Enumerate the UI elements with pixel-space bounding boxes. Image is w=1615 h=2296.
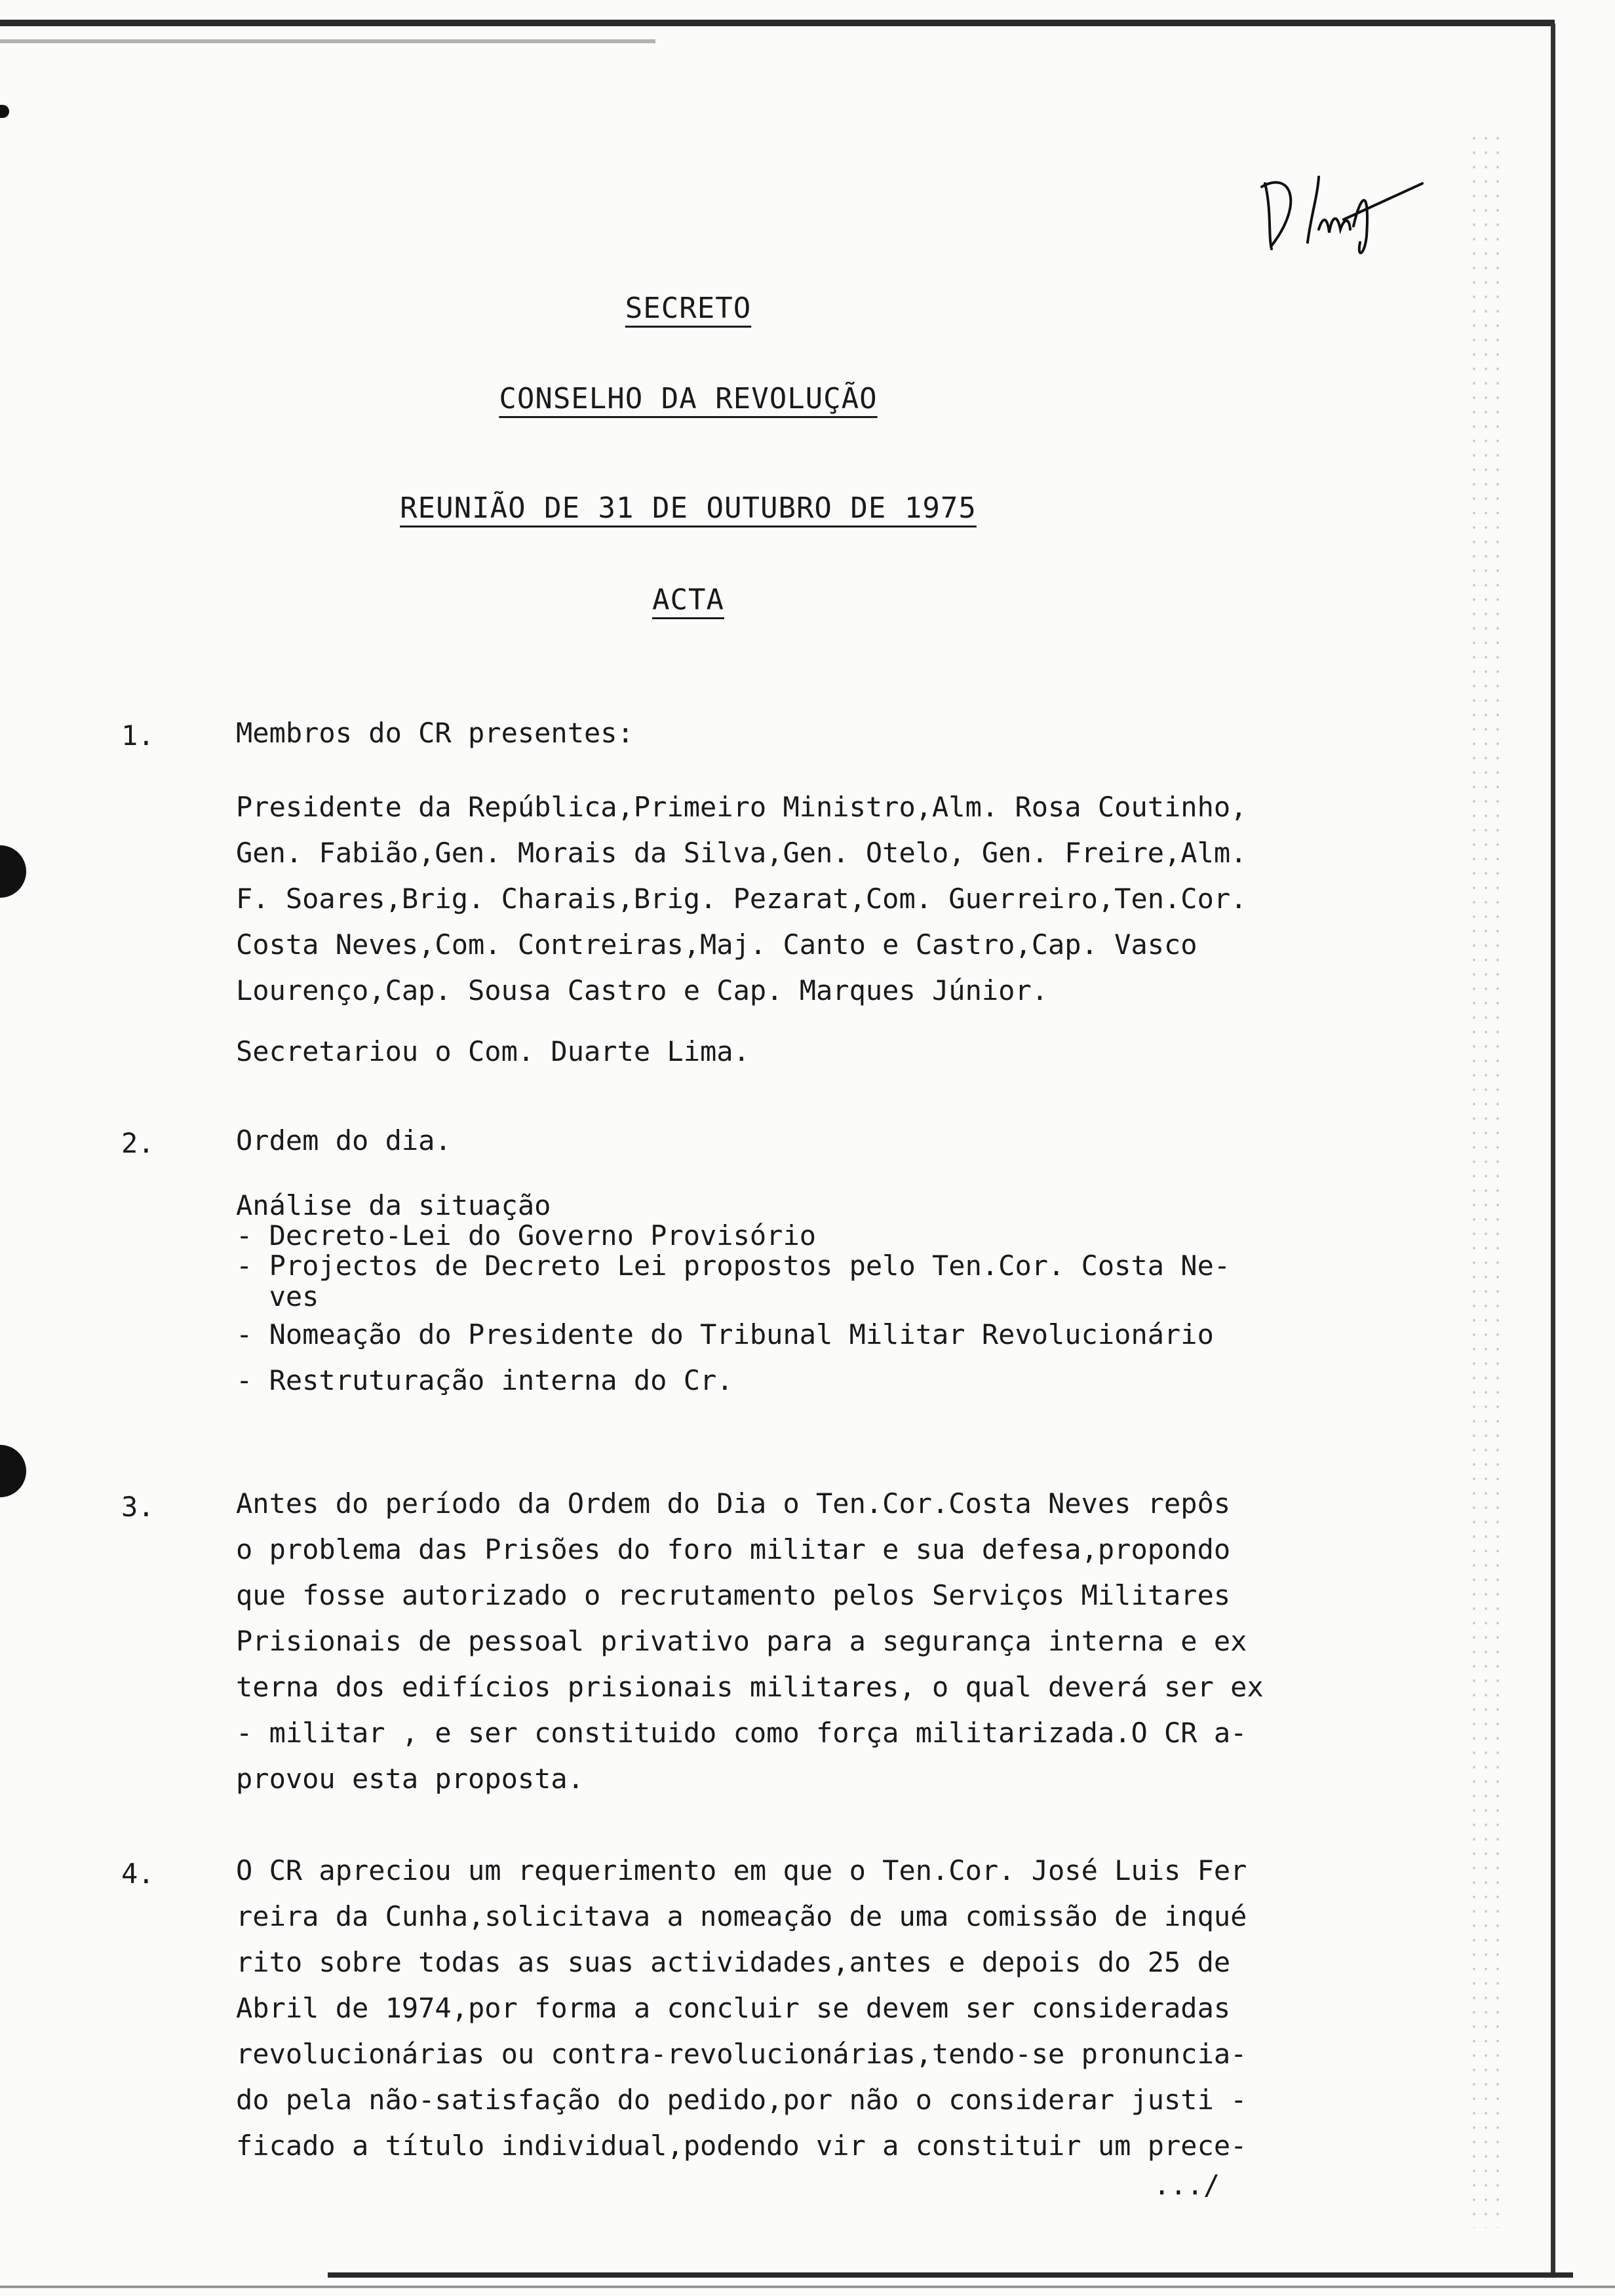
text-line: O CR apreciou um requerimento em que o Ten.Cor. José Luis Fer [236, 1854, 1247, 1886]
text-line: Presidente da República,Primeiro Ministro,Alm. Rosa Coutinho, [236, 791, 1247, 823]
secretary-line: Secretariou o Com. Duarte Lima. [236, 1035, 750, 1067]
text-line: Prisionais de pessoal privativo para a segurança interna e ex [236, 1625, 1247, 1657]
handwritten-signature [1245, 164, 1442, 262]
text-line: Abril de 1974,por forma a concluir se devem ser consideradas [236, 1992, 1231, 2024]
text-line: - militar , e ser constituido como força militarizada.O CR a- [236, 1717, 1247, 1749]
item-paragraph [236, 1848, 1390, 2169]
text-line: o problema das Prisões do foro militar e sua defesa,propondo [236, 1533, 1231, 1565]
text-line: reira da Cunha,solicitava a nomeação de uma comissão de inqué [236, 1900, 1247, 1932]
text-line: Lourenço,Cap. Sousa Castro e Cap. Marques Júnior. [236, 974, 1049, 1006]
agenda-item: - Nomeação do Presidente do Tribunal Militar Revolucionário [236, 1318, 1214, 1350]
punch-hole-mark [0, 105, 9, 118]
council-heading: CONSELHO DA REVOLUÇÃO [499, 382, 878, 415]
agenda-item: ves [236, 1280, 319, 1312]
text-line: que fosse autorizado o recrutamento pelos Serviços Militares [236, 1579, 1231, 1611]
text-line: terna dos edifícios prisionais militares, o qual deverá ser ex [236, 1671, 1264, 1703]
punch-hole [0, 845, 26, 898]
item-paragraph [236, 1481, 1390, 1802]
members-list [236, 784, 1390, 1014]
scan-noise-right [1468, 131, 1508, 2228]
classification-heading: SECRETO [625, 292, 752, 325]
text-line: F. Soares,Brig. Charais,Brig. Pezarat,Com. Guerreiro,Ten.Cor. [236, 883, 1247, 915]
text-line: ficado a título individual,podendo vir a constituir um prece- [236, 2130, 1247, 2162]
item-number: 2. [121, 1127, 155, 1159]
item-number: 1. [121, 719, 155, 752]
meeting-heading: REUNIÃO DE 31 DE OUTUBRO DE 1975 [400, 491, 977, 525]
agenda-item: - Projectos de Decreto Lei propostos pelo Ten.Cor. Costa Ne- [236, 1250, 1231, 1282]
scan-edge-top [0, 20, 1555, 26]
item-number: 3. [121, 1491, 155, 1523]
text-line: rito sobre todas as suas actividades,antes e depois do 25 de [236, 1946, 1231, 1978]
agenda-title: Análise da situação [236, 1189, 551, 1221]
item-heading: Ordem do dia. [236, 1124, 452, 1157]
scan-edge-right [1551, 24, 1555, 2278]
text-line: do pela não-satisfação do pedido,por não o considerar justi - [236, 2084, 1247, 2116]
text-line: revolucionárias ou contra-revolucionárias,tendo-se pronuncia- [236, 2038, 1247, 2070]
agenda-item: - Decreto-Lei do Governo Provisório [236, 1219, 817, 1252]
item-heading: Membros do CR presentes: [236, 717, 634, 749]
text-line: Antes do período da Ordem do Dia o Ten.Cor.Costa Neves repôs [236, 1487, 1231, 1520]
item-number: 4. [121, 1858, 155, 1890]
agenda-item: - Restruturação interna do Cr. [236, 1364, 733, 1396]
agenda-list [236, 1190, 1390, 1404]
scan-edge-bottom [328, 2272, 1573, 2278]
punch-hole [0, 1445, 26, 1497]
scan-edge-top-shadow [0, 39, 655, 43]
text-line: provou esta proposta. [236, 1763, 585, 1795]
text-line: Gen. Fabião,Gen. Morais da Silva,Gen. Otelo, Gen. Freire,Alm. [236, 837, 1247, 869]
page-continuation-mark: .../ [1154, 2169, 1220, 2201]
text-line: Costa Neves,Com. Contreiras,Maj. Canto e Castro,Cap. Vasco [236, 928, 1197, 961]
scan-edge-bottom-shadow [0, 2286, 1615, 2288]
document-type-heading: ACTA [652, 583, 724, 617]
